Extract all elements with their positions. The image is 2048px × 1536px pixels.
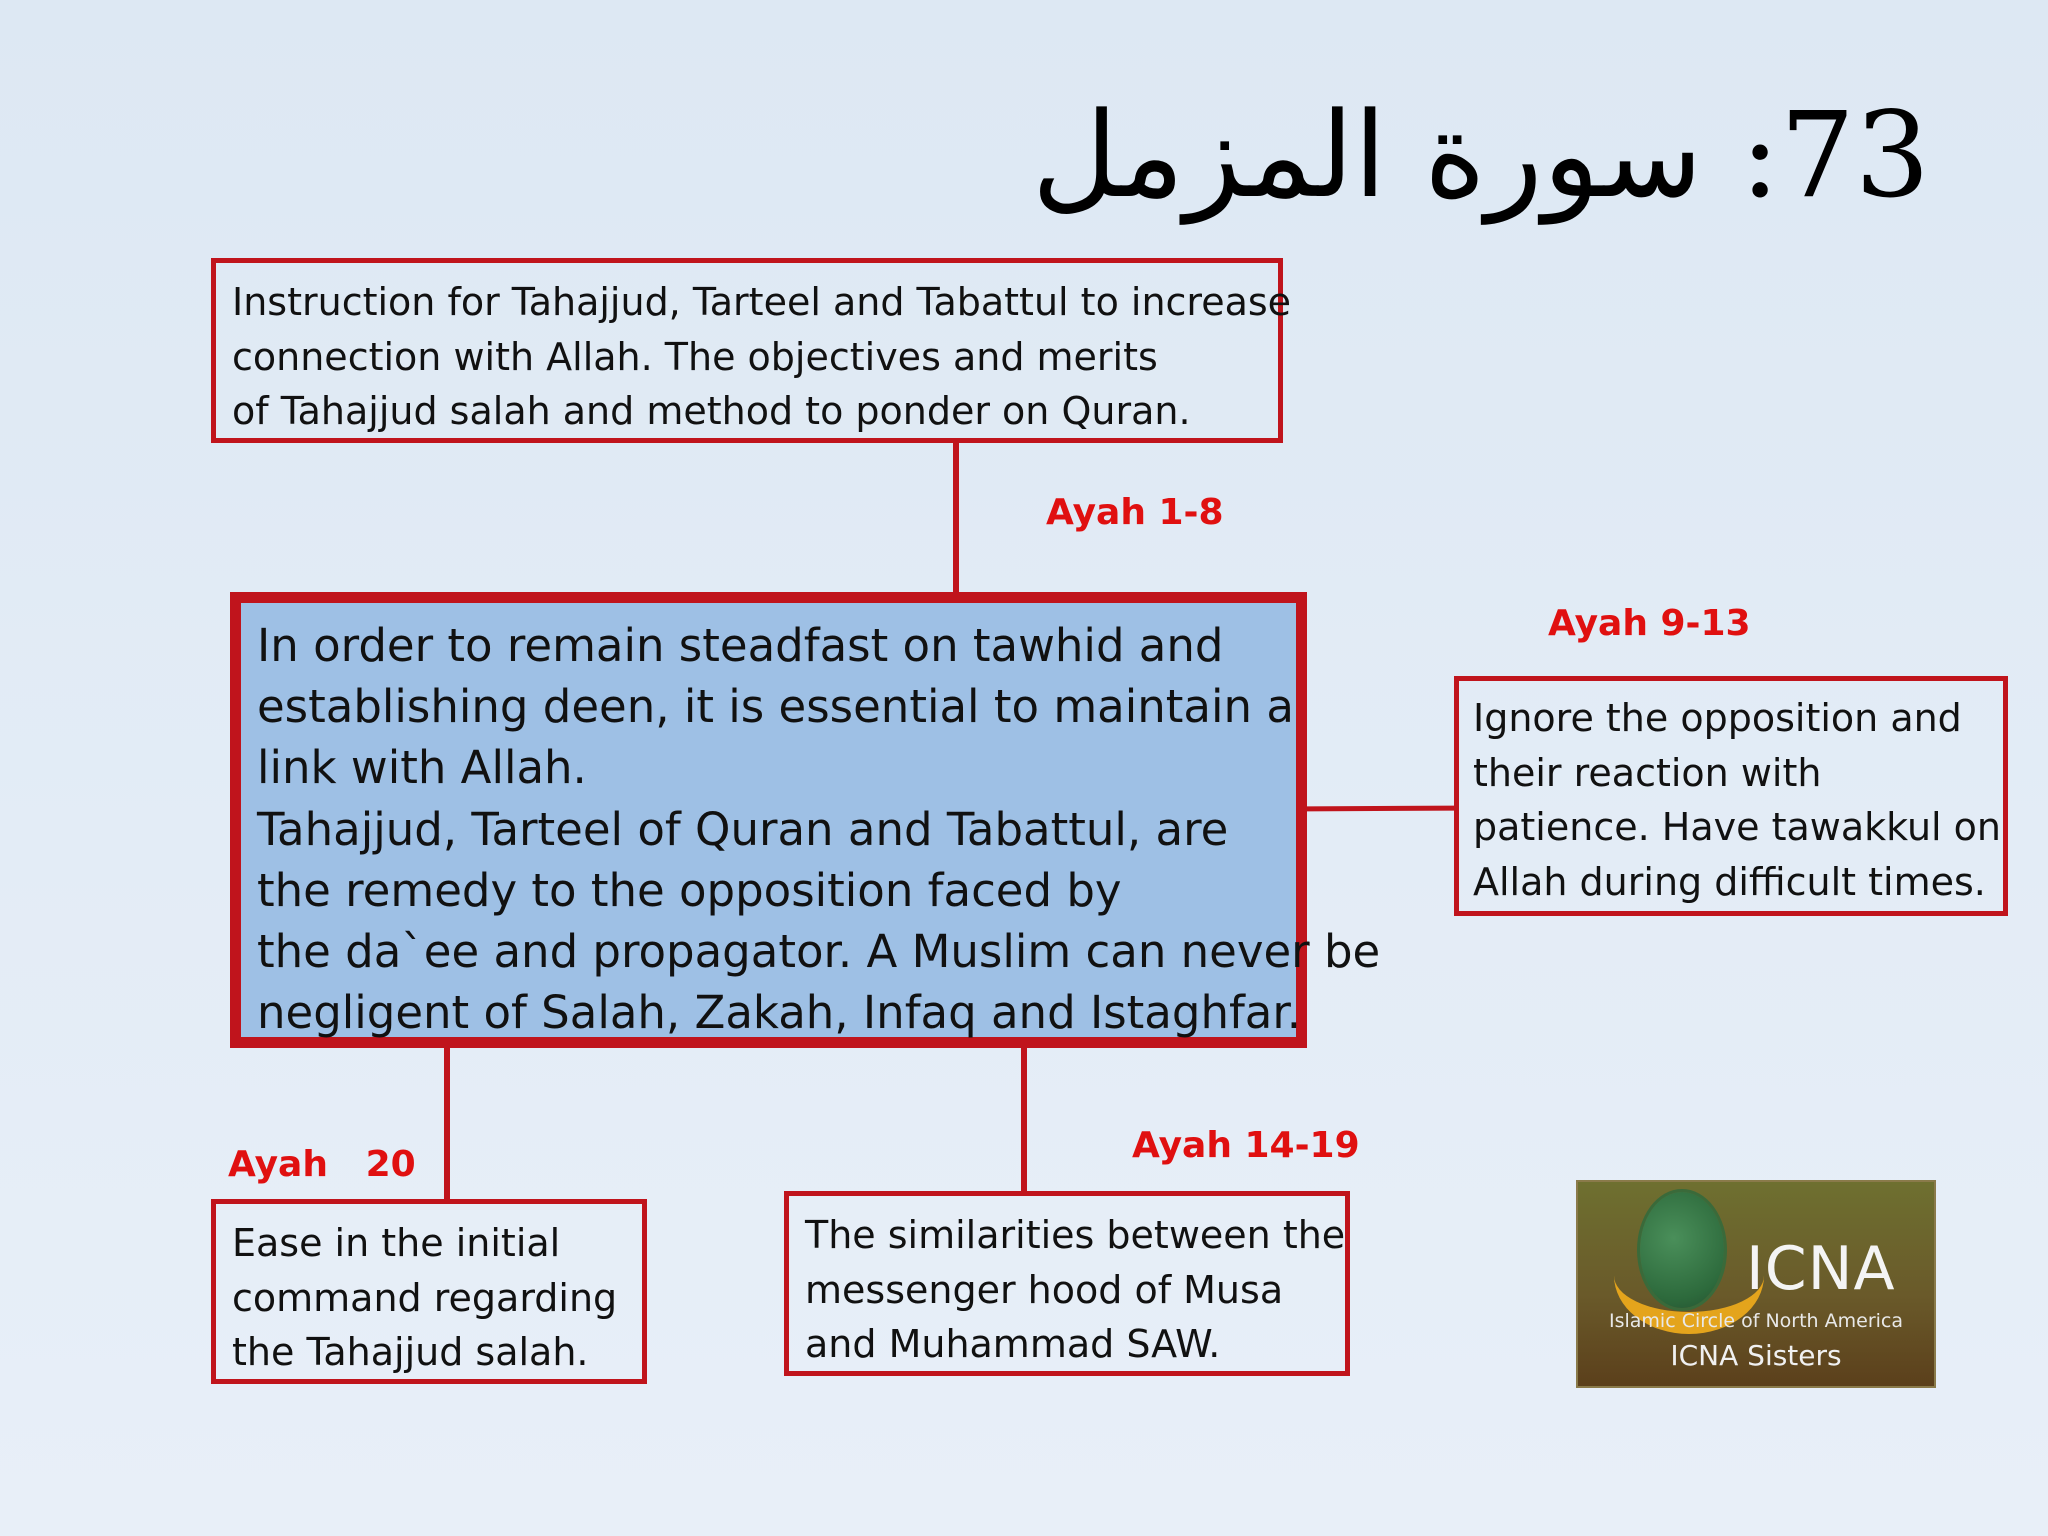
right-summary-box (1454, 676, 2008, 916)
bottom-left-box-line: command regarding (232, 1275, 618, 1320)
top-box-line: Instruction for Tahajjud, Tarteel and Tabattul to increase (232, 280, 1292, 324)
connector-bottom-left (444, 1048, 450, 1199)
center-box-line: negligent of Salah, Zakah, Infaq and Istaghfar. (257, 986, 1302, 1040)
center-box-line: the remedy to the opposition faced by (257, 863, 1122, 917)
bottom-left-box-line: Ease in the initial (232, 1221, 561, 1265)
ayah-label-9-13: Ayah 9-13 (1548, 603, 1751, 644)
bottom-left-summary-box (211, 1199, 647, 1384)
center-box-line: link with Allah. (257, 741, 587, 795)
ayah-label-14-19: Ayah 14-19 (1132, 1125, 1360, 1166)
connector-top (953, 443, 959, 592)
bottom-left-box-line: the Tahajjud salah. (232, 1330, 589, 1374)
top-box-line: connection with Allah. The objectives and merits (232, 334, 1158, 379)
right-box-line: Ignore the opposition and (1473, 696, 1962, 740)
top-summary-box (211, 258, 1292, 443)
logo-subtitle: Islamic Circle of North America (1609, 1310, 1903, 1332)
connector-bottom-middle (1021, 1048, 1027, 1191)
center-box-line: establishing deen, it is essential to maintain a (257, 680, 1294, 734)
right-box-line: their reaction with (1473, 750, 1822, 795)
right-box-line: patience. Have tawakkul on (1473, 805, 2002, 849)
bottom-middle-box-line: messenger hood of Musa (805, 1267, 1284, 1312)
bottom-middle-box-line: The similarities between the (805, 1213, 1346, 1257)
logo-tagline: ICNA Sisters (1670, 1339, 1842, 1372)
center-box-line: Tahajjud, Tarteel of Quran and Tabattul, are (257, 802, 1229, 856)
top-box-line: of Tahajjud salah and method to ponder on Quran. (232, 389, 1191, 433)
right-box-line: Allah during difficult times. (1473, 859, 1986, 904)
connector-right (1307, 806, 1454, 812)
surah-name: سورة المزمل (1031, 86, 1703, 224)
center-box-line: In order to remain steadfast on tawhid and (257, 619, 1224, 672)
center-box-line: the da`ee and propagator. A Muslim can never be (257, 925, 1381, 979)
logo-emblem-icon (1640, 1192, 1724, 1308)
bottom-middle-box-line: and Muhammad SAW. (805, 1322, 1221, 1366)
bottom-middle-summary-box (784, 1191, 1350, 1376)
ayah-label-1-8: Ayah 1-8 (1046, 492, 1224, 533)
slide-title (1032, 60, 1930, 250)
icna-logo (1576, 1180, 1936, 1388)
central-theme-box (230, 592, 1381, 1048)
ayah-label-20: Ayah 20 (228, 1144, 416, 1185)
logo-name: ICNA (1746, 1234, 1896, 1304)
surah-number: :73 (1740, 86, 1930, 224)
